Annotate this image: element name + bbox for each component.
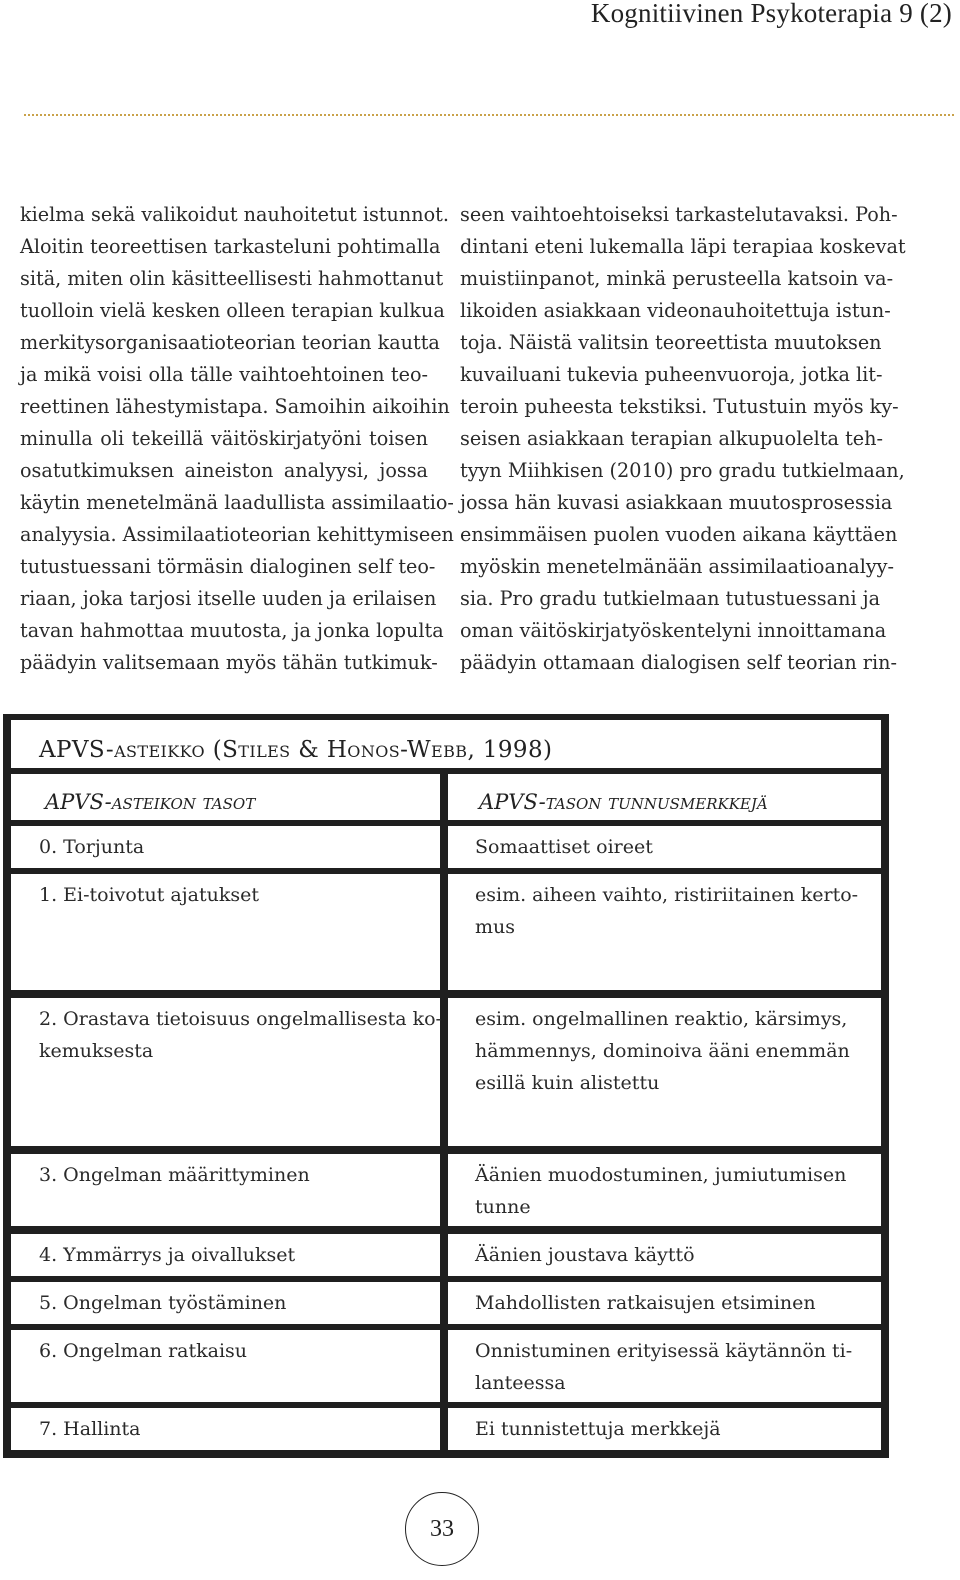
text-line: seisen asiakkaan terapian alkupuolelta teh- (460, 427, 883, 450)
text-line: dintani eteni lukemalla läpi terapiaa koskevat (460, 235, 906, 258)
table-caption-text: APVS-asteikko (Stiles & Honos-Webb, 1998) (39, 737, 553, 763)
text-line: tavan hahmottaa muutosta, ja jonka lopulta (20, 619, 444, 642)
level-label: 5. Ongelman työstäminen (39, 1292, 287, 1314)
text-line: sitä, miten olin käsitteellisesti hahmottanut (20, 267, 444, 290)
text-line: minulla oli tekeillä väitöskirjatyöni toisen (20, 427, 428, 450)
table-row-level (11, 874, 440, 990)
text-line: päädyin valitsemaan myös tähän tutkimuk- (20, 651, 438, 674)
text-line: jossa hän kuvasi asiakkaan muutosprosessia (460, 491, 893, 514)
table-row-sign (448, 1408, 881, 1450)
text-line: ensimmäisen puolen vuoden aikana käyttäen (460, 523, 898, 546)
table-row-sign (448, 998, 881, 1146)
text-line: muistiinpanot, minkä perusteella katsoin va- (460, 267, 894, 290)
table-row-sign (448, 1154, 881, 1226)
table-caption (11, 720, 881, 768)
level-label: kemuksesta (39, 1040, 154, 1062)
text-line: käytin menetelmänä laadullista assimilaatio- (20, 491, 454, 514)
table-row-level (11, 1154, 440, 1226)
level-label: 1. Ei-toivotut ajatukset (39, 884, 259, 906)
text-line: reettinen lähestymistapa. Samoihin aikoihin (20, 395, 450, 418)
text-line: osatutkimuksen aineiston analyysi, jossa (20, 459, 428, 482)
table-row-sign (448, 1234, 881, 1276)
apvs-table (3, 714, 889, 1458)
table-row-sign (448, 1282, 881, 1324)
table-row-level (11, 826, 440, 868)
sign-text: lanteessa (475, 1372, 566, 1394)
level-label: 0. Torjunta (39, 836, 145, 858)
level-label: 2. Orastava tietoisuus ongelmallisesta ko- (39, 1008, 442, 1030)
text-line: Aloitin teoreettisen tarkasteluni pohtimalla (20, 235, 441, 258)
table-row-level (11, 1330, 440, 1402)
body-column-right (460, 199, 906, 679)
sign-text: esim. aiheen vaihto, ristiriitainen kerto- (475, 884, 859, 906)
level-label: 3. Ongelman määrittyminen (39, 1164, 310, 1186)
text-line: merkitysorganisaatioteorian teorian kautta (20, 331, 440, 354)
text-line: sia. Pro gradu tutkielmaan tutustuessani ja (460, 587, 881, 610)
sign-text: Äänien joustava käyttö (475, 1244, 695, 1266)
table-row-level (11, 998, 440, 1146)
text-line: oman väitöskirjatyöskentelyni innoittamana (460, 619, 887, 642)
table-row-level (11, 1234, 440, 1276)
sign-text: Ei tunnistettuja merkkejä (475, 1418, 721, 1440)
text-line: seen vaihtoehtoiseksi tarkastelutavaksi. Poh- (460, 203, 898, 226)
text-line: ja mikä voisi olla tälle vaihtoehtoinen teo- (20, 363, 428, 386)
table-row-sign (448, 874, 881, 990)
journal-title: Kognitiivinen Psykoterapia 9 (2) (590, 0, 952, 28)
text-line: päädyin ottamaan dialogisen self teorian rin- (460, 651, 897, 674)
text-line: myöskin menetelmänään assimilaatioanalyy- (460, 555, 894, 578)
text-line: kielma sekä valikoidut nauhoitetut istunnot. (20, 203, 449, 226)
text-line: likoiden asiakkaan videonauhoitettuja istun- (460, 299, 891, 322)
table-row-sign (448, 1330, 881, 1402)
sign-text: esim. ongelmallinen reaktio, kärsimys, (475, 1008, 848, 1030)
table-row-level (11, 1282, 440, 1324)
text-line: riaan, joka tarjosi itselle uuden ja erilaisen (20, 587, 437, 610)
sign-text: Somaattiset oireet (475, 836, 653, 858)
body-column-left (20, 199, 454, 679)
level-label: 7. Hallinta (39, 1418, 141, 1440)
text-line: kuvailuani tukevia puheenvuoroja, jotka lit- (460, 363, 883, 386)
table-row-level (11, 1408, 440, 1450)
text-line: tutustuessani törmäsin dialoginen self teo- (20, 555, 436, 578)
page-number: 33 (405, 1492, 479, 1566)
text-line: teroin puheesta tekstiksi. Tutustuin myös ky- (460, 395, 899, 418)
sign-text: esillä kuin alistettu (475, 1072, 660, 1094)
sign-text: Onnistuminen erityisessä käytännön ti- (475, 1340, 853, 1362)
sign-text: tunne (475, 1196, 531, 1218)
sign-text: Äänien muodostuminen, jumiutumisen (475, 1164, 847, 1186)
text-line: toja. Näistä valitsin teoreettista muutoksen (460, 331, 882, 354)
sign-text: hämmennys, dominoiva ääni enemmän (475, 1040, 850, 1062)
table-row-sign (448, 826, 881, 868)
sign-text: mus (475, 916, 516, 938)
level-label: 6. Ongelman ratkaisu (39, 1340, 248, 1362)
text-line: analyysia. Assimilaatioteorian kehittymiseen (20, 523, 454, 546)
column-header-signs-text: APVS-tason tunnusmerkkejä (479, 790, 768, 814)
text-line: tyyn Miihkisen (2010) pro gradu tutkielmaan, (460, 459, 905, 482)
column-header-signs (448, 774, 881, 820)
sign-text: Mahdollisten ratkaisujen etsiminen (475, 1292, 816, 1314)
column-header-levels-text: APVS-asteikon tasot (45, 790, 256, 814)
text-line: tuolloin vielä kesken olleen terapian kulkua (20, 299, 445, 322)
level-label: 4. Ymmärrys ja oivallukset (39, 1244, 296, 1266)
header-dotted-rule (24, 114, 954, 116)
column-header-levels (11, 774, 440, 820)
